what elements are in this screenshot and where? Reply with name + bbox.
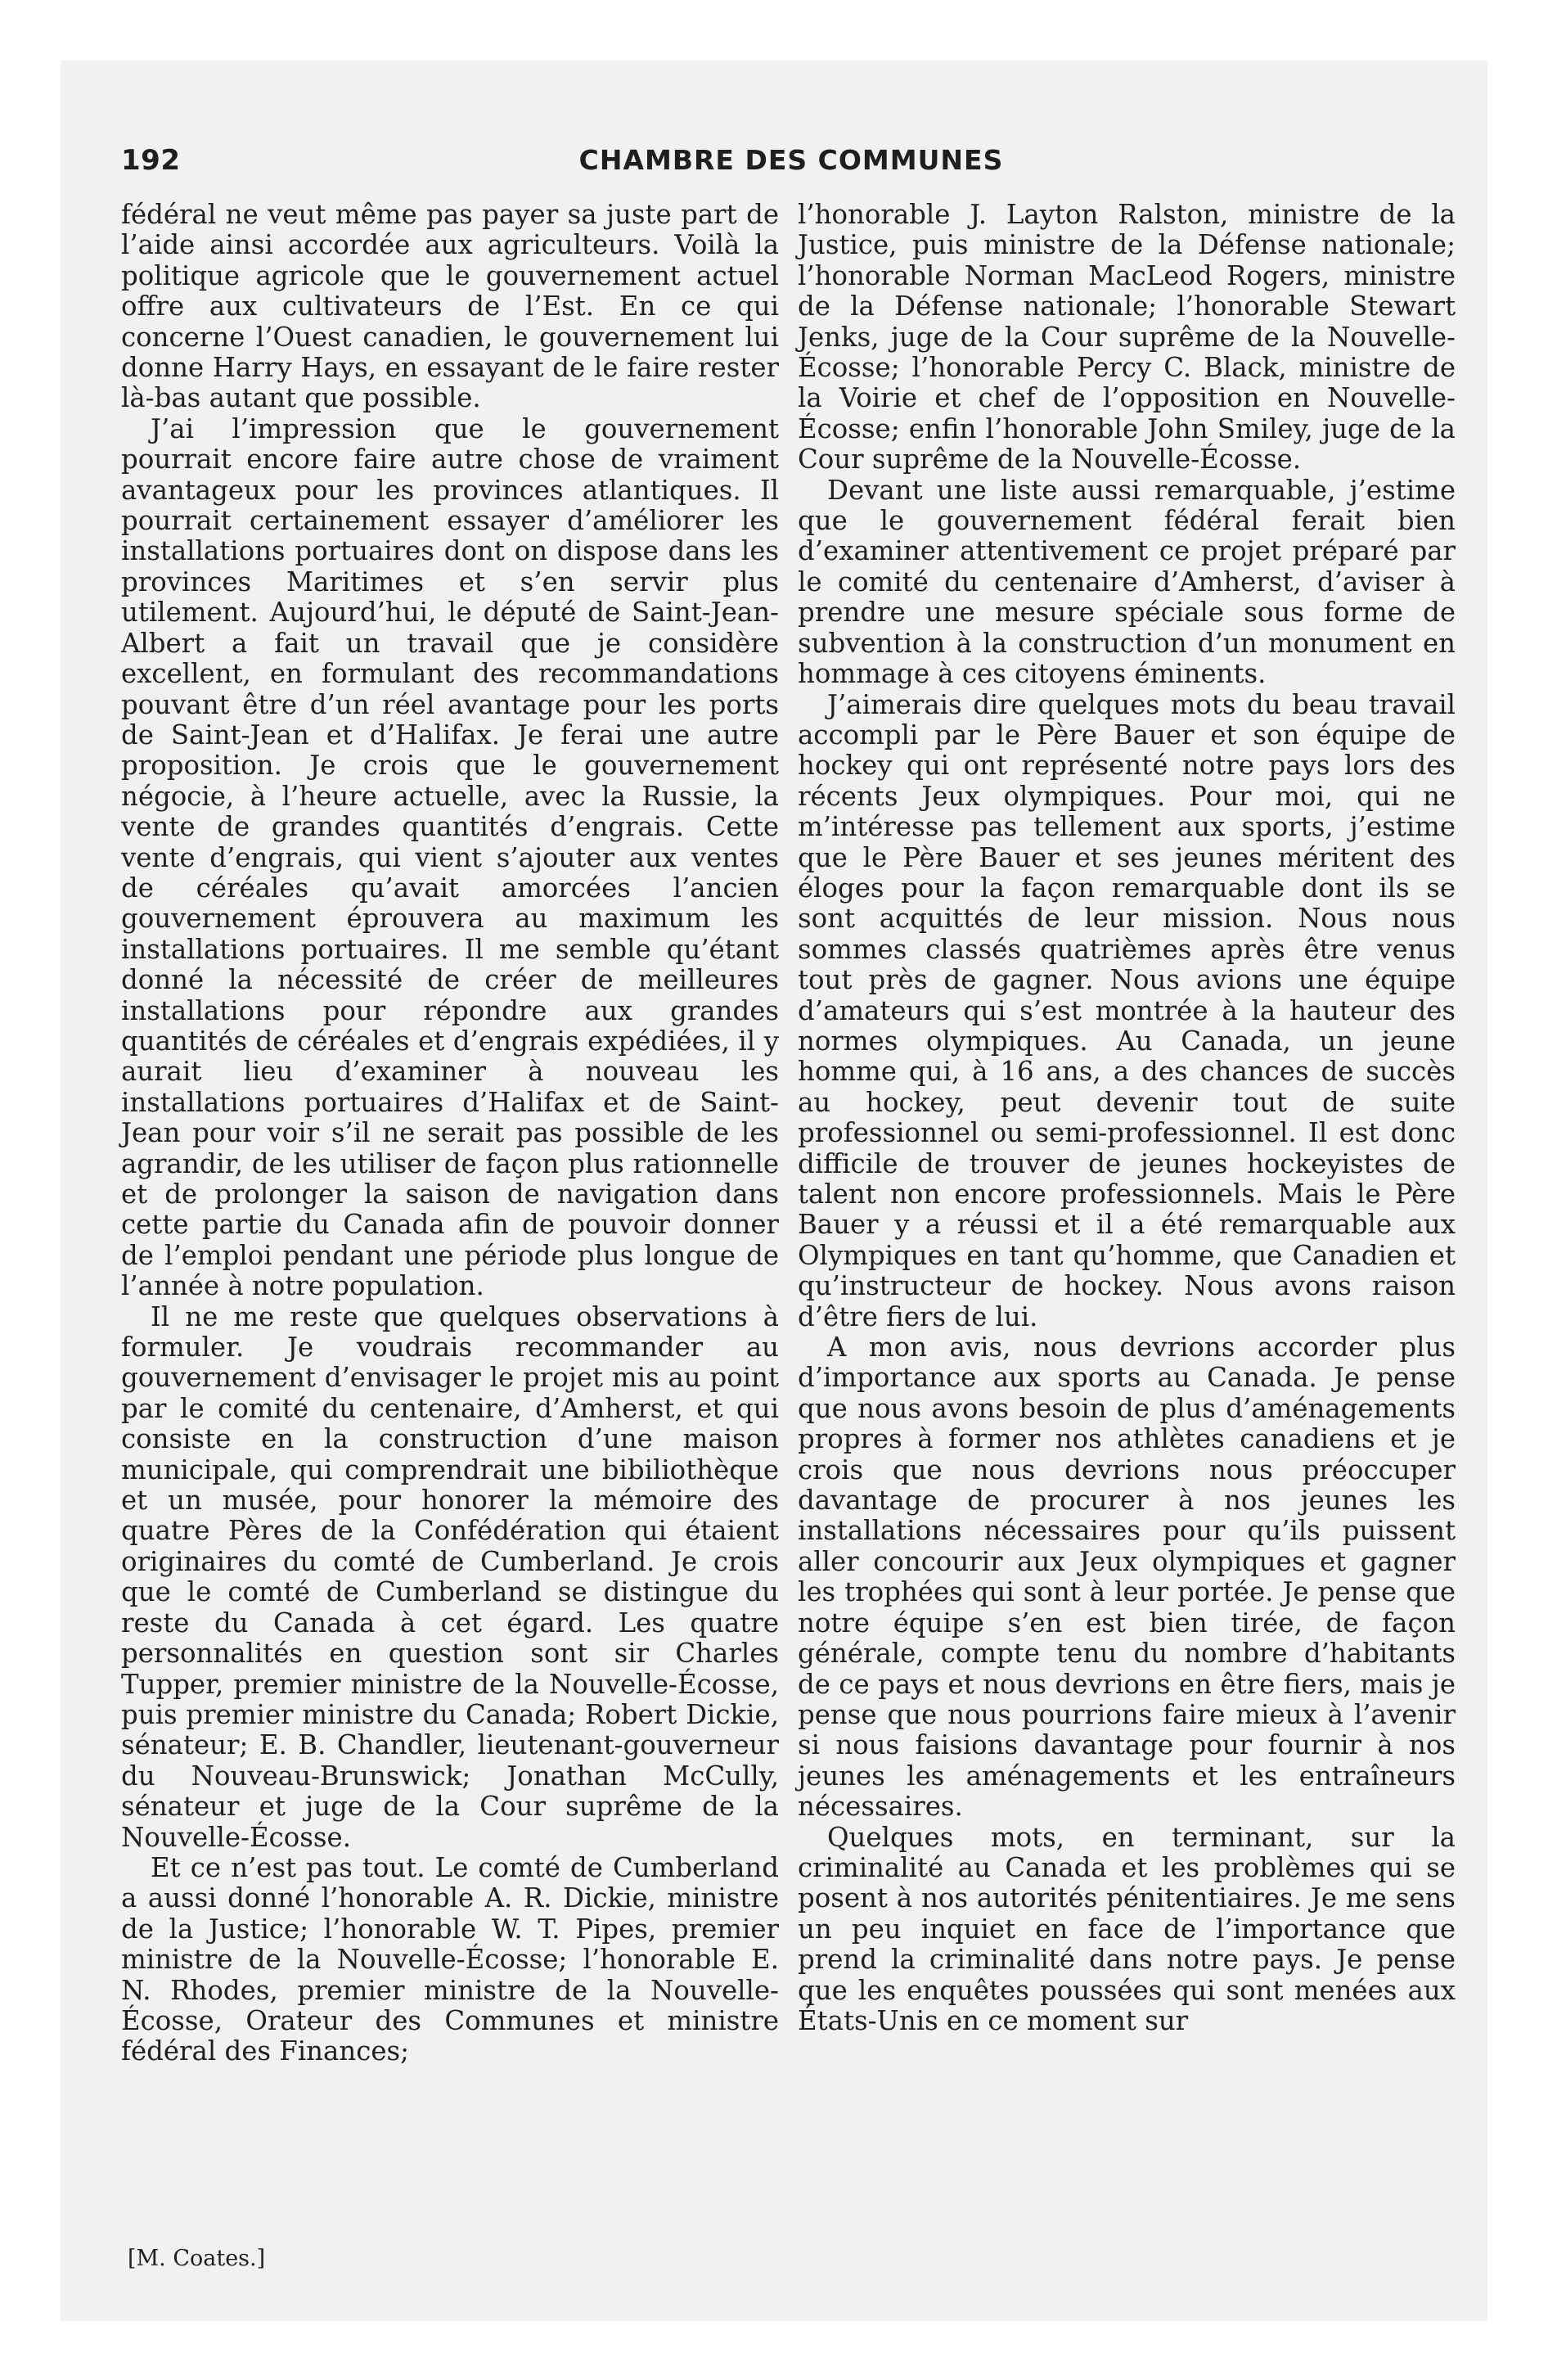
page-header — [121, 144, 1461, 183]
paragraph: J’aimerais dire quelques mots du beau travail accompli par le Père Bauer et son équipe de hockey qui ont représenté notre pays lors des récents Jeux olympiques. Pour moi, qui ne m’intéresse pas tellement aux sports, j’estime que le Père Bauer et ses jeunes méritent des éloges pour la façon remarquable dont ils se sont acquittés de leur mission. Nous nous sommes classés quatrièmes après être venus tout près de gagner. Nous avions une équipe d’amateurs qui s’est montrée à la hauteur des normes olympiques. Au Canada, un jeune homme qui, à 16 ans, a des chances de succès au hockey, peut devenir tout de suite professionnel ou semi-professionnel. Il est donc difficile de trouver de jeunes hockeyistes de talent non encore professionnels. Mais le Père Bauer y a réussi et il a été remarquable aux Olympiques en tant qu’homme, que Canadien et qu’instructeur de hockey. Nous avons raison d’être fiers de lui. — [798, 688, 1456, 1332]
page-number: 192 — [121, 144, 181, 177]
paragraph: Devant une liste aussi remarquable, j’estime que le gouvernement fédéral ferait bien d’examiner attentivement ce projet préparé par le comité du centenaire d’Amherst, d’aviser à prendre une mesure spéciale sous forme de subvention à la construction d’un monument en hommage à ces citoyens éminents. — [798, 474, 1456, 690]
paragraph: Et ce n’est pas tout. Le comté de Cumberland a aussi donné l’honorable A. R. Dickie, ministre de la Justice; l’honorable W. T. Pipes, premier ministre de la Nouvelle-Écosse; l’honorable E. N. Rhodes, premier ministre de la Nouvelle-Écosse, Orateur des Communes et ministre fédéral des Finances; — [121, 1851, 779, 2067]
right-column — [798, 200, 1456, 2036]
running-head: CHAMBRE DES COMMUNES — [578, 144, 1004, 176]
paragraph: l’honorable J. Layton Ralston, ministre de la Justice, puis ministre de la Défense nationale; l’honorable Norman MacLeod Rogers, ministre de la Défense nationale; l’honorable Stewart Jenks, juge de la Cour suprême de la Nouvelle-Écosse; l’honorable Percy C. Black, ministre de la Voirie et chef de l’opposition en Nouvelle-Écosse; enfin l’honorable John Smiley, juge de la Cour suprême de la Nouvelle-Écosse. — [798, 199, 1456, 476]
paragraph: Il ne me reste que quelques observations à formuler. Je voudrais recommander au gouvernement d’envisager le projet mis au point par le comité du centenaire, d’Amherst, et qui consiste en la construction d’une maison municipale, qui comprendrait une bibiliothèque et un musée, pour honorer la mémoire des quatre Pères de la Confédération qui étaient originaires du comté de Cumberland. Je crois que le comté de Cumberland se distingue du reste du Canada à cet égard. Les quatre personnalités en question sont sir Charles Tupper, premier ministre de la Nouvelle-Écosse, puis premier ministre du Canada; Robert Dickie, sénateur; E. B. Chandler, lieutenant-gouverneur du Nouveau-Brunswick; Jonathan McCully, sénateur et juge de la Cour suprême de la Nouvelle-Écosse. — [121, 1300, 779, 1853]
paragraph: fédéral ne veut même pas payer sa juste part de l’aide ainsi accordée aux agriculteurs. Voilà la politique agricole que le gouvernement actuel offre aux cultivateurs de l’Est. En ce qui concerne l’Ouest canadien, le gouvernement lui donne Harry Hays, en essayant de le faire rester là-bas autant que possible. — [121, 199, 779, 414]
paragraph: Quelques mots, en terminant, sur la criminalité au Canada et les problèmes qui se posent à nos autorités pénitentiaires. Je me sens un peu inquiet en face de l’importance que prend la criminalité dans notre pays. Je pense que les enquêtes poussées qui sont menées aux États-Unis en ce moment sur — [798, 1821, 1456, 2036]
left-column — [121, 200, 779, 2067]
paragraph: A mon avis, nous devrions accorder plus d’importance aux sports au Canada. Je pense que nous avons besoin de plus d’aménagements propres à former nos athlètes canadiens et je crois que nous devrions nous préoccuper davantage de procurer à nos jeunes les installations nécessaires pour qu’ils puissent aller concourir aux Jeux olympiques et gagner les trophées qui sont à leur portée. Je pense que notre équipe s’en est bien tirée, de façon générale, compte tenu du nombre d’habitants de ce pays et nous devrions en être fiers, mais je pense que nous pourrions faire mieux à l’avenir si nous faisions davantage pour fournir à nos jeunes les aménagements et les entraîneurs nécessaires. — [798, 1332, 1456, 1823]
paragraph: J’ai l’impression que le gouvernement pourrait encore faire autre chose de vraiment avantageux pour les provinces atlantiques. Il pourrait certainement essayer d’améliorer les installations portuaires dont on dispose dans les provinces Maritimes et s’en servir plus utilement. Aujourd’hui, le député de Saint-Jean-Albert a fait un travail que je considère excellent, en formulant des recommandations pouvant être d’un réel avantage pour les ports de Saint-Jean et d’Halifax. Je ferai une autre proposition. Je crois que le gouvernement négocie, à l’heure actuelle, avec la Russie, la vente de grandes quantités d’engrais. Cette vente d’engrais, qui vient s’ajouter aux ventes de céréales qu’avait amorcées l’ancien gouvernement éprouvera au maximum les installations portuaires. Il me semble qu’étant donné la nécessité de créer de meilleures installations pour répondre aux grandes quantités de céréales et d’engrais expédiées, il y aurait lieu d’examiner à nouveau les installations portuaires d’Halifax et de Saint-Jean pour voir s’il ne serait pas possible de les agrandir, de les utiliser de façon plus rationnelle et de prolonger la saison de navigation dans cette partie du Canada afin de pouvoir donner de l’emploi pendant une période plus longue de l’année à notre population. — [121, 412, 779, 1302]
speaker-attribution: [M. Coates.] — [128, 2246, 266, 2271]
